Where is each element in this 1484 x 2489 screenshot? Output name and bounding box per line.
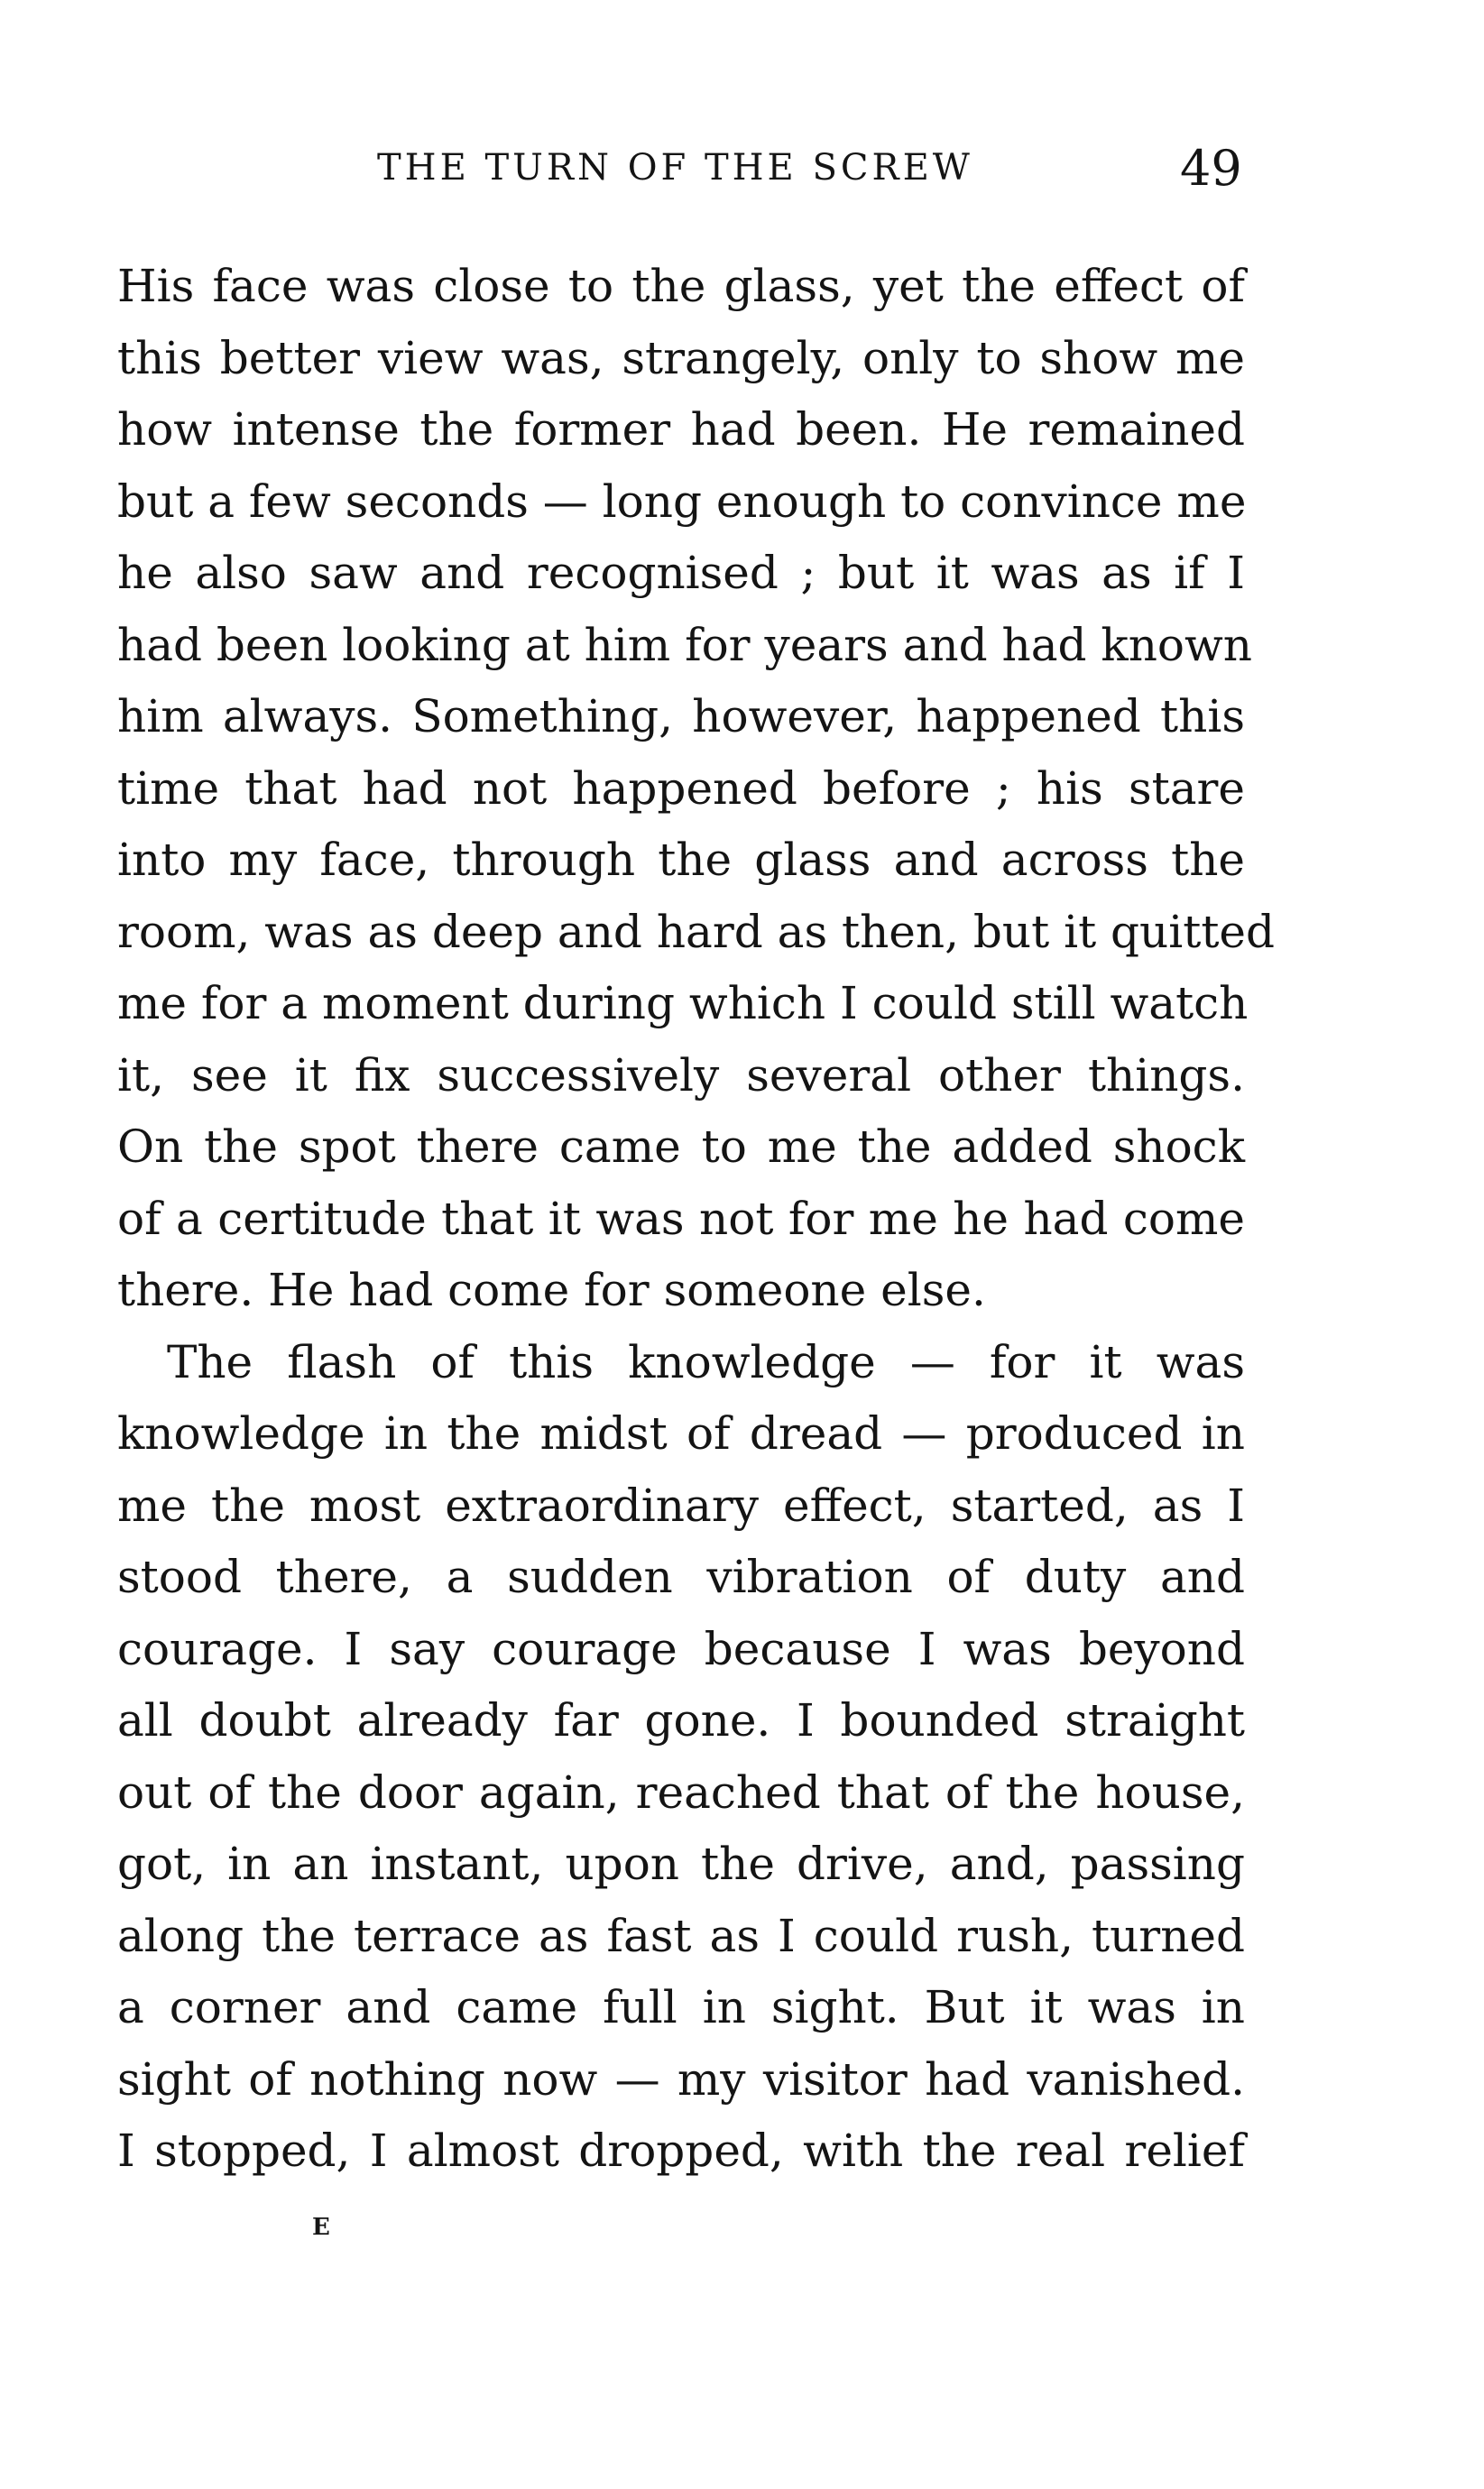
- text-line: stood there, a sudden vibration of duty and: [117, 1551, 1245, 1603]
- text-line: he also saw and recognised ; but it was as if I: [117, 547, 1245, 599]
- text-line: me for a moment during which I could still watch: [117, 977, 1249, 1029]
- text-line: a corner and came full in sight. But it was in: [117, 1981, 1245, 2033]
- text-line: The flash of this knowledge — for it was: [167, 1335, 1245, 1388]
- text-line: had been looking at him for years and had known: [117, 618, 1253, 671]
- text-line: there. He had come for someone else.: [117, 1264, 986, 1316]
- running-title: THE TURN OF THE SCREW: [377, 147, 973, 189]
- text-line: this better view was, strangely, only to show me: [117, 331, 1245, 384]
- text-line: time that had not happened before ; his stare: [117, 761, 1245, 815]
- text-line: I stopped, I almost dropped, with the real relief: [117, 2125, 1245, 2177]
- signature-mark: E: [312, 2214, 330, 2241]
- text-line: but a few seconds — long enough to convince me: [117, 475, 1247, 528]
- page-number: 49: [1180, 140, 1242, 197]
- text-line: knowledge in the midst of dread — produced in: [117, 1407, 1245, 1460]
- paragraph-1: [117, 251, 1276, 1327]
- paragraph-2: [117, 1327, 1245, 2188]
- text-line: got, in an instant, upon the drive, and, passing: [117, 1838, 1245, 1890]
- text-line: courage. I say courage because I was beyond: [117, 1622, 1245, 1675]
- running-header: [0, 140, 1484, 212]
- text-line: into my face, through the glass and across the: [117, 834, 1245, 886]
- text-line: out of the door again, reached that of the house,: [117, 1765, 1245, 1819]
- body-text: [117, 251, 1276, 2188]
- text-line: room, was as deep and hard as then, but it quitted: [117, 905, 1276, 958]
- text-line: it, see it fix successively several other things.: [117, 1048, 1245, 1102]
- text-line: His face was close to the glass, yet the effect of: [117, 260, 1245, 312]
- text-line: him always. Something, however, happened this: [117, 690, 1245, 742]
- text-line: how intense the former had been. He remained: [117, 403, 1245, 456]
- text-line: me the most extraordinary effect, started, as I: [117, 1479, 1245, 1532]
- text-line: along the terrace as fast as I could rush, turned: [117, 1909, 1245, 1962]
- text-line: all doubt already far gone. I bounded straight: [117, 1694, 1245, 1747]
- text-line: of a certitude that it was not for me he had come: [117, 1192, 1245, 1245]
- text-line: sight of nothing now — my visitor had vanished.: [117, 2052, 1245, 2106]
- text-line: On the spot there came to me the added shock: [117, 1120, 1245, 1173]
